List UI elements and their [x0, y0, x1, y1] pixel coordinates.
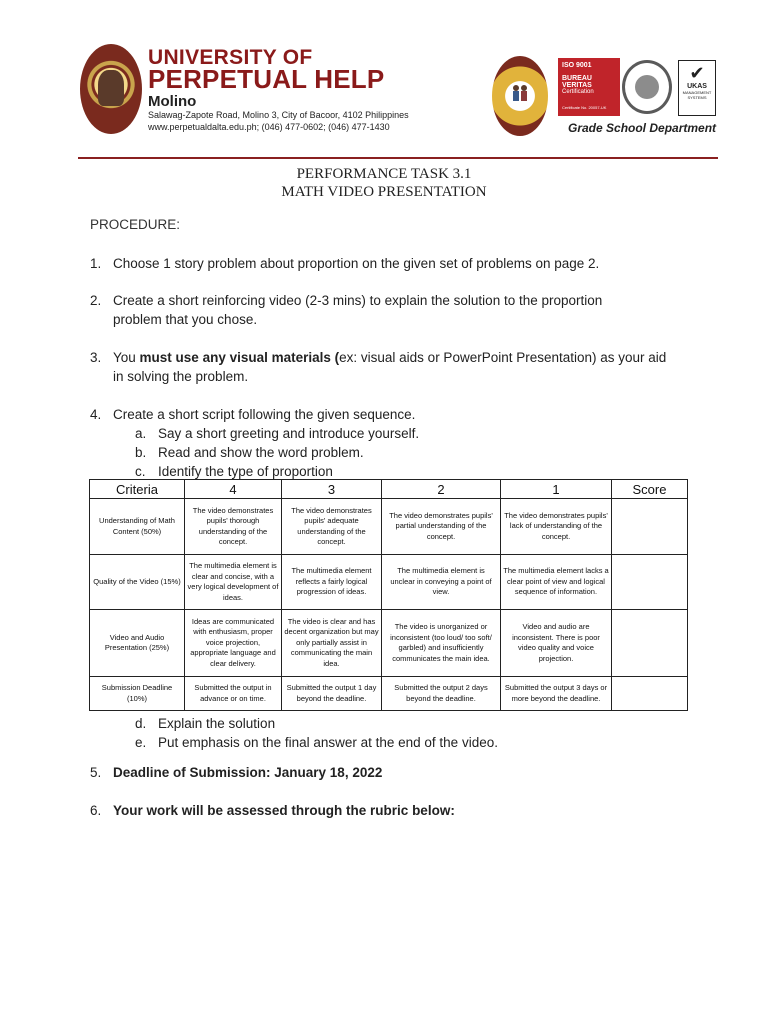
university-address: Salawag-Zapote Road, Molino 3, City of Bacoor, 4102 Philippines: [148, 110, 409, 120]
score-cell: [612, 499, 688, 555]
level-1-cell: The video demonstrates pupils' lack of understanding of the concept.: [501, 499, 612, 555]
column-header-4: 4: [185, 480, 282, 499]
ukas-badge: [678, 60, 716, 116]
step-letter: a.: [135, 426, 147, 441]
level-3-cell: The multimedia element reflects a fairly logical progression of ideas.: [282, 555, 382, 610]
level-2-cell: The multimedia element is unclear in conveying a point of view.: [382, 555, 501, 610]
column-header-3: 3: [282, 480, 382, 499]
table-header-row: [90, 480, 688, 499]
step-text-post: ex: visual aids or PowerPoint Presentation) as your aid in solving the problem.: [113, 350, 667, 384]
level-3-cell: Submitted the output 1 day beyond the deadline.: [282, 677, 382, 711]
level-4-cell: The multimedia element is clear and concise, with a very logical development of ideas.: [185, 555, 282, 610]
level-2-cell: The video is unorganized or inconsistent (too loud/ too soft/ garbled) and insufficiently communicates the main idea.: [382, 610, 501, 677]
step-text: Put emphasis on the final answer at the end of the video.: [158, 735, 498, 750]
step-number: 3.: [90, 350, 102, 365]
iso-label: ISO 9001: [562, 62, 592, 69]
university-name-line2: PERPETUAL HELP: [148, 64, 385, 94]
checkmark-icon: ✔: [689, 63, 705, 83]
score-cell: [612, 677, 688, 711]
criteria-cell: Submission Deadline (10%): [90, 677, 185, 711]
campus-name: Molino: [148, 93, 197, 110]
column-header-2: 2: [382, 480, 501, 499]
step-text-bold: must use any visual materials (: [139, 350, 340, 365]
ukas-sub-label: MANAGEMENT SYSTEMS: [682, 90, 712, 100]
level-1-cell: Video and audio are inconsistent. There is poor video quality and voice projection.: [501, 610, 612, 677]
university-name-line1: UNIVERSITY OF: [148, 46, 313, 69]
step-text: Create a short script following the given sequence.: [113, 407, 416, 422]
page-subtitle: MATH VIDEO PRESENTATION: [281, 184, 487, 200]
page-title: PERFORMANCE TASK 3.1: [296, 166, 472, 182]
step-text: Choose 1 story problem about proportion on the given set of problems on page 2.: [113, 256, 600, 271]
step-number: 1.: [90, 256, 102, 271]
step-number: 6.: [90, 803, 102, 818]
table-row: [90, 677, 688, 711]
step-text: Your work will be assessed through the rubric below:: [113, 803, 455, 818]
level-4-cell: The video demonstrates pupils' thorough understanding of the concept.: [185, 499, 282, 555]
step-text: Create a short reinforcing video (2-3 mins) to explain the solution to the proportion problem that you chose.: [113, 293, 603, 327]
procedure-label: PROCEDURE:: [90, 217, 181, 232]
level-1-cell: Submitted the output 3 days or more beyond the deadline.: [501, 677, 612, 711]
column-header-criteria: Criteria: [90, 480, 185, 499]
step-number: 2.: [90, 293, 102, 308]
step-text: Say a short greeting and introduce yourself.: [158, 426, 420, 441]
step-letter: e.: [135, 735, 147, 750]
level-4-cell: Submitted the output in advance or on time.: [185, 677, 282, 711]
certification-label: Certification: [562, 89, 594, 95]
step-number: 5.: [90, 765, 102, 780]
ukas-label: UKAS: [687, 83, 707, 90]
step-text-pre: You: [113, 350, 140, 365]
criteria-cell: Understanding of Math Content (50%): [90, 499, 185, 555]
grade-school-seal-logo: [492, 56, 548, 136]
department-label: Grade School Department: [568, 121, 717, 135]
children-icon: [508, 82, 532, 106]
bureau-veritas-seal-logo: [622, 60, 672, 114]
university-seal-logo: [80, 44, 142, 134]
criteria-cell: Quality of the Video (15%): [90, 555, 185, 610]
level-3-cell: The video is clear and has decent organization but may only partially assist in communicating the main idea.: [282, 610, 382, 677]
column-header-score: Score: [612, 480, 688, 499]
step-number: 4.: [90, 407, 102, 422]
level-2-cell: Submitted the output 2 days beyond the deadline.: [382, 677, 501, 711]
table-row: [90, 555, 688, 610]
level-2-cell: The video demonstrates pupils' partial understanding of the concept.: [382, 499, 501, 555]
step-letter: c.: [135, 464, 146, 479]
header-divider: [78, 157, 718, 159]
step-text: Deadline of Submission: January 18, 2022: [113, 765, 383, 780]
column-header-1: 1: [501, 480, 612, 499]
level-1-cell: The multimedia element lacks a clear point of view and logical sequence of information.: [501, 555, 612, 610]
level-4-cell: Ideas are communicated with enthusiasm, proper voice projection, appropriate language and clear delivery.: [185, 610, 282, 677]
criteria-cell: Video and Audio Presentation (25%): [90, 610, 185, 677]
iso-certification-badge: [558, 58, 620, 116]
university-contact: www.perpetualdalta.edu.ph; (046) 477-0602; (046) 477-1430: [148, 122, 390, 132]
certificate-number: Certificate No. 20057-UK: [562, 105, 607, 110]
bureau-veritas-label: BUREAU VERITAS: [562, 75, 592, 89]
step-text: Identify the type of proportion: [158, 464, 333, 479]
step-text: Explain the solution: [158, 716, 276, 731]
step-letter: b.: [135, 445, 147, 460]
level-3-cell: The video demonstrates pupils' adequate understanding of the concept.: [282, 499, 382, 555]
score-cell: [612, 555, 688, 610]
step-letter: d.: [135, 716, 147, 731]
table-row: [90, 610, 688, 677]
step-text: Read and show the word problem.: [158, 445, 364, 460]
table-row: [90, 499, 688, 555]
score-cell: [612, 610, 688, 677]
rubric-table: [89, 479, 688, 711]
